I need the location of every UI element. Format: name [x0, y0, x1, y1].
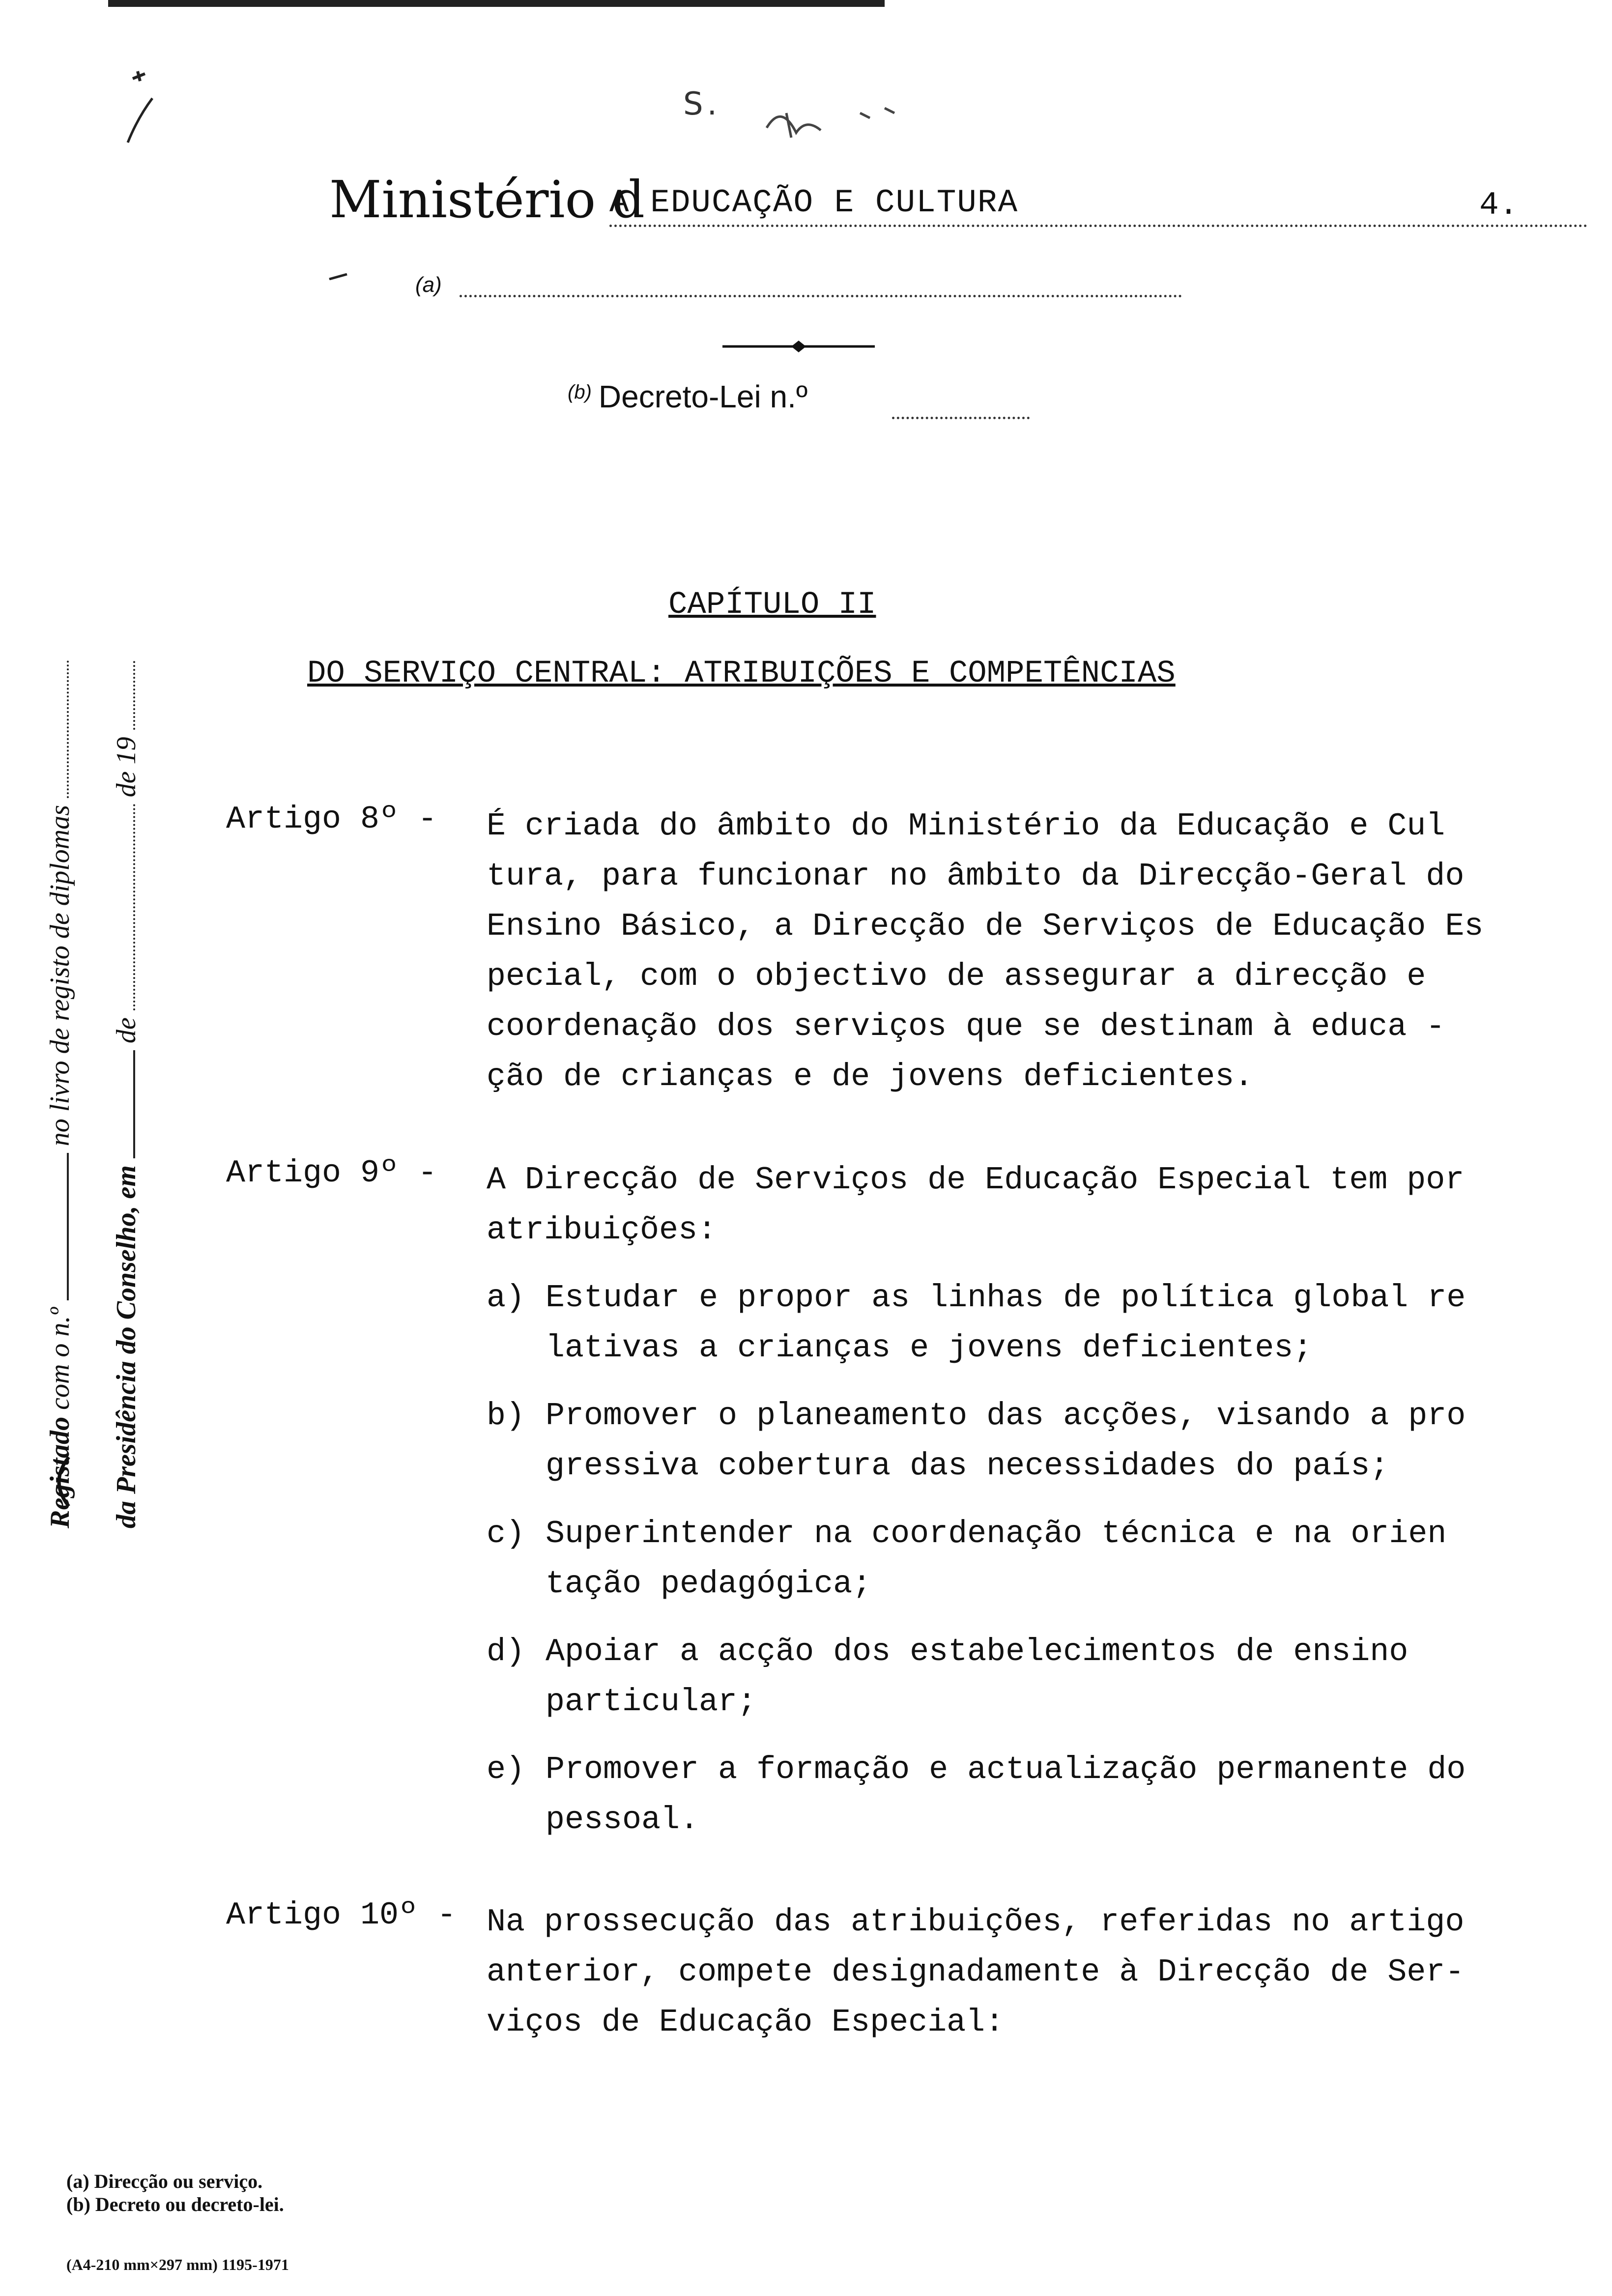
- text-line: tura, para funcionar no âmbito da Direcção-Geral do: [487, 858, 1465, 894]
- registry-month-blank: [128, 804, 135, 1010]
- text-line: Ensino Básico, a Direcção de Serviços de Educação Es: [487, 908, 1484, 945]
- list-item-d: [487, 1627, 1499, 1727]
- text-line: particular;: [546, 1684, 757, 1720]
- article-9-text: [487, 1155, 1499, 1255]
- ministry-name: A EDUCAÇÃO E CULTURA: [609, 184, 1019, 221]
- footnote-b: (b) Decreto ou decreto-lei.: [66, 2193, 284, 2215]
- text-line: Promover a formação e actualização permanente do: [546, 1751, 1466, 1788]
- top-border-rule: [108, 0, 885, 7]
- text-line: Superintender na coordenação técnica e na orien: [546, 1516, 1447, 1552]
- text-line: coordenação dos serviços que se destinam à educa -: [487, 1008, 1445, 1045]
- tick-mark: [328, 273, 348, 280]
- registry-number-blank: [62, 1153, 69, 1300]
- form-format-code: (A4-210 mm×297 mm) 1195-1971: [66, 2256, 289, 2273]
- list-item-letter: c): [487, 1516, 525, 1552]
- list-item-a: [487, 1273, 1499, 1373]
- list-item-c: [487, 1509, 1499, 1609]
- list-item-letter: e): [487, 1751, 525, 1788]
- article-10-label: Artigo 10º -: [226, 1897, 457, 1933]
- text-line: É criada do âmbito do Ministério da Educação e Cul: [487, 808, 1445, 844]
- ministry-label: Ministério d: [329, 170, 645, 230]
- article-10-text: [487, 1897, 1499, 2047]
- text-line: pessoal.: [546, 1802, 699, 1838]
- list-item-b: [487, 1391, 1499, 1491]
- registry-year-label: de 19: [111, 737, 142, 798]
- text-line: Promover o planeamento das acções, visando a pro: [546, 1398, 1466, 1434]
- registry-presidency-label: da Presidência do Conselho, em: [111, 1165, 142, 1528]
- field-a-label: (a): [415, 273, 442, 297]
- stamp-scribble: [737, 84, 934, 147]
- text-line: tação pedagógica;: [546, 1566, 872, 1602]
- text-line: lativas a crianças e jovens deficientes;: [546, 1330, 1313, 1366]
- text-line: anterior, compete designadamente à Direcção de Ser-: [487, 1954, 1465, 1990]
- text-line: A Direcção de Serviços de Educação Especial tem por: [487, 1162, 1465, 1198]
- registry-book-label: no livro de registo de diplomas: [45, 804, 75, 1147]
- decreto-field: [568, 378, 807, 415]
- list-item-e: [487, 1745, 1499, 1845]
- text-line: viços de Educação Especial:: [487, 2004, 1005, 2040]
- decreto-dotted-line: [892, 417, 1030, 419]
- text-line: gressiva cobertura das necessidades do país;: [546, 1448, 1389, 1484]
- text-line: pecial, com o objectivo de assegurar a direcção e: [487, 958, 1426, 995]
- article-8-label: Artigo 8º -: [226, 801, 437, 837]
- chapter-title: CAPÍTULO II: [668, 587, 876, 623]
- text-line: Estudar e propor as linhas de política global re: [546, 1280, 1466, 1316]
- margin-bracket: [44, 1455, 74, 1509]
- registry-registered-label: Registado: [45, 1416, 75, 1528]
- ministry-header: [329, 170, 1401, 233]
- list-item-letter: a): [487, 1280, 525, 1316]
- divider-ornament: [722, 337, 875, 356]
- list-item-letter: b): [487, 1398, 525, 1434]
- registry-de-label: de: [111, 1017, 142, 1044]
- chapter-subtitle: DO SERVIÇO CENTRAL: ATRIBUIÇÕES E COMPETÊNCIAS: [307, 656, 1176, 691]
- registry-margin-note: [29, 595, 142, 1528]
- text-line: atribuições:: [487, 1212, 717, 1248]
- list-item-letter: d): [487, 1634, 525, 1670]
- text-line: Apoiar a acção dos estabelecimentos de ensino: [546, 1634, 1409, 1670]
- text-line: ção de crianças e de jovens deficientes.: [487, 1059, 1254, 1095]
- article-8-text: [487, 801, 1499, 1102]
- field-a-dotted-line: [460, 295, 1182, 297]
- registry-day-blank: [128, 1050, 135, 1158]
- text-line: Na prossecução das atribuições, referidas no artigo: [487, 1904, 1465, 1940]
- stamp-letter: S.: [683, 86, 721, 122]
- footnote-a: (a) Direcção ou serviço.: [66, 2170, 263, 2192]
- ministry-dotted-line: [609, 225, 1587, 227]
- registry-book-blank: [62, 660, 69, 798]
- decreto-label: Decreto-Lei n.º: [598, 379, 808, 414]
- registry-year-blank: [128, 661, 135, 730]
- article-9-label: Artigo 9º -: [226, 1155, 437, 1191]
- corner-handwritten-mark: [118, 69, 177, 147]
- decreto-marker: (b): [568, 381, 592, 403]
- page-number: 4.: [1479, 187, 1519, 224]
- registry-number-label: com o n.º: [45, 1307, 75, 1410]
